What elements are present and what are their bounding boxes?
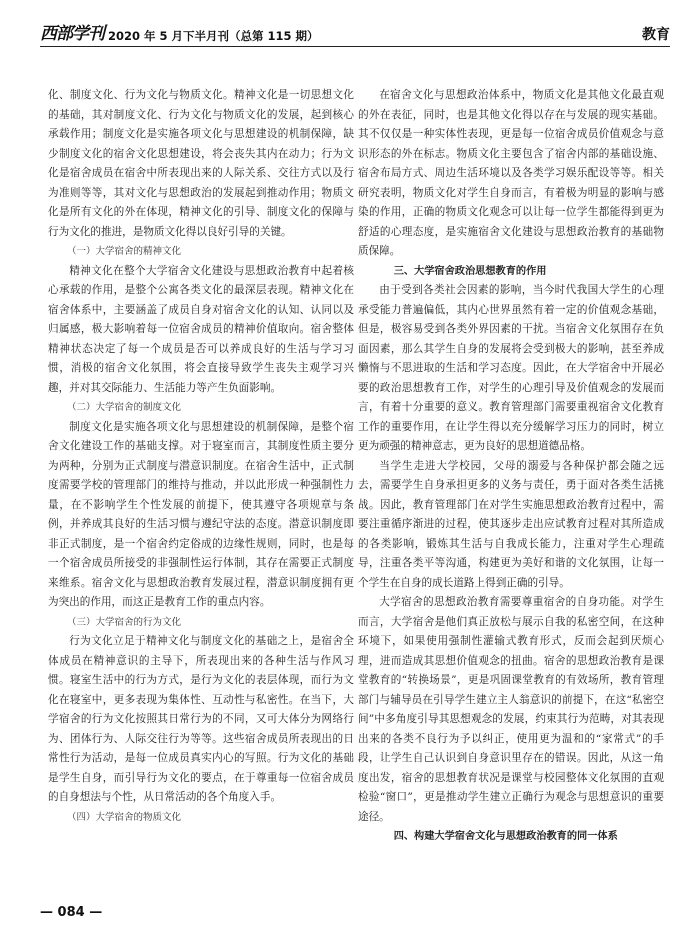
page-number: — 084 — xyxy=(40,905,103,920)
left-paragraph-4: 制度文化是实施各项文化与思想建设的机制保障，是整个宿舍文化建设工作的基础支撑。对于寝室而言，其制度性质主要分为两种，分别为正式制度与潜意识制度。在宿舍生活中，正式制度需要学校的管理部门的维持与推动，并以此形成一种强制性力量，在不影响学生个性发展的前提下，使其遵守各项规章与条例，并养成其良好的生活习惯与遵纪守法的态度。潜意识制度即非正式制度，是一个宿舍约定俗成的边缘性规则，同时，也是每一个宿舍成员所接受的非强制性运行体制，其存在需要正式制度来维系。宿舍文化与思想政治教育发展过程，潜意识制度拥有更为突出的作用，而这正是教育工作的重点内容。 xyxy=(48,420,354,608)
right-section-heading-5: 四、构建大学宿舍文化与思想政治教育的同一体系 xyxy=(393,831,618,842)
issue-info: 2020 年 5 月下半月刊（总第 115 期） xyxy=(108,29,319,43)
left-subheading-3: （二）大学宿舍的制度文化 xyxy=(67,402,182,413)
right-paragraph-2: 由于受到各类社会因素的影响，当今时代我国大学生的心理承受能力普遍偏低，其内心世界虽然有着一定的价值观念基础，但是，极容易受到各类外界因素的干扰。当宿舍文化氛围存在负面因素，那么其学生自身的发展将会受到极大的影响，甚至养成懒惰与不思进取的生活和学习态度。因此，在大学宿舍中开展必要的政治思想教育工作，对学生的心理引导及价值观念的发展而言，有着十分重要的意义。教育管理部门需要重视宿舍文化教育工作的重要作用，在让学生得以充分缓解学习压力的同时，树立更为顽强的精神意志，更为良好的思想道德品格。 xyxy=(358,284,664,452)
right-column xyxy=(358,86,664,847)
right-paragraph-3: 当学生走进大学校园，父母的溺爱与各种保护都会随之远去，需要学生自身承担更多的义务与责任，勇于面对各类生活挑战。因此，教育管理部门在对学生实施思想政治教育过程中，需要注重循序渐进的过程，使其逐步走出应试教育过程对其所造成的各类影响，锻炼其生活与自我成长能力，注重对学生心理疏导，注重各类平等沟通，构建更为美好和谐的文化氛围，让每一个学生在自身的成长道路上得到正确的引导。 xyxy=(358,459,664,589)
left-subheading-7: （四）大学宿舍的物质文化 xyxy=(67,811,182,823)
journal-logo: 西部学刊 xyxy=(40,24,104,44)
running-header xyxy=(40,22,670,44)
header-rule xyxy=(40,46,670,47)
right-paragraph-4: 大学宿舍的思想政治教育需要尊重宿舍的自身功能。对学生而言，大学宿舍是他们真正放松与展示自我的私密空间，在这种环境下，如果使用强制性灌输式教育形式，反而会起到厌烦心理，进而造成其思想价值观念的扭曲。宿舍的思想政治教育是课堂教育的“转换场景”，更是巩固课堂教育的有效场所，教育管理部门与辅导员在引导学生建立主人翁意识的前提下，在这“私密空间”中多角度引导其思想观念的发展，约束其行为范畴，对其表现出来的各类不良行为予以纠正，使用更为温和的“家常式”的手段，让学生自己认识到自身意识里存在的错误。因此，从这一角度出发，宿舍的思想教育状况是课堂与校园整体文化氛围的直观检验“窗口”，更是推动学生建立正确行为观念与思想意识的重要途径。 xyxy=(358,596,664,823)
left-paragraph-2: 精神文化在整个大学宿舍文化建设与思想政治教育中起着核心承载的作用，是整个公寓各类文化的最深层表现。精神文化在宿舍体系中，主要涵盖了成员自身对宿舍文化的认知、认同以及归属感，极大影响着每一位宿舍成员的精神价值取向。宿舍整体精神状态决定了每一个成员是否可以养成良好的生活与学习习惯，消极的宿舍文化氛围，将会直接导致学生丧失主观学习兴趣，并对其交际能力、生活能力等产生负面影响。 xyxy=(48,264,354,394)
left-paragraph-0: 化、制度文化、行为文化与物质文化。精神文化是一切思想文化的基础，其对制度文化、行为文化与物质文化的发展，起到核心承载作用；制度文化是实施各项文化与思想建设的机制保障，缺少制度文化的宿舍文化思想建设，将会丧失其内在动力；行为文化是宿舍成员在宿舍中所表现出来的人际关系、交往方式以及行为准则等等，其对文化与思想政治的发展起到推动作用；物质文化是所有文化的外在体现，精神文化的引导、制度文化的保障与行为文化的推进，是物质文化得以良好引导的关键。 xyxy=(48,89,354,238)
section-label: 教育 xyxy=(642,27,670,43)
right-section-heading-1: 三、大学宿舍政治思想教育的作用 xyxy=(393,265,547,277)
header-left xyxy=(40,19,319,44)
left-subheading-5: （三）大学宿舍的行为文化 xyxy=(67,616,182,628)
right-paragraph-0: 在宿舍文化与思想政治体系中，物质文化是其他文化最直观的外在表征，同时，也是其他文化得以存在与发展的现实基础。其不仅仅是一种实体性表现，更是每一位宿舍成员价值观念与意识形态的外在标志。物质文化主要包含了宿舍内部的基础设施、宿舍布局方式、周边生活环境以及各类学习娱乐配设等等。相关研究表明，物质文化对学生自身而言，有着极为明显的影响与感染的作用，正确的物质文化观念可以让每一位学生都能得到更为舒适的心理态度，是实施宿舍文化建设与思想政治教育的基础物质保障。 xyxy=(358,89,664,257)
left-subheading-1: （一）大学宿舍的精神文化 xyxy=(67,246,182,257)
left-paragraph-6: 行为文化立足于精神文化与制度文化的基础之上，是宿舍全体成员在精神意识的主导下，所表现出来的各种生活与作风习惯。寝室生活中的行为方式，是行为文化的表层体现，而行为文化在寝室中，更多表现为集体性、互动性与私密性。在当下，大学宿舍的行为文化按照其日常行为的不同，又可大体分为网络行为、团体行为、人际交往行为等等。这些宿舍成员所表现出的日常性行为活动，是每一位成员真实内心的写照。行为文化的基础是学生自身，而引导行为文化的要点，在于尊重每一位宿舍成员的自身想法与个性，从日常活动的各个角度入手。 xyxy=(48,635,354,803)
left-column xyxy=(48,86,354,827)
